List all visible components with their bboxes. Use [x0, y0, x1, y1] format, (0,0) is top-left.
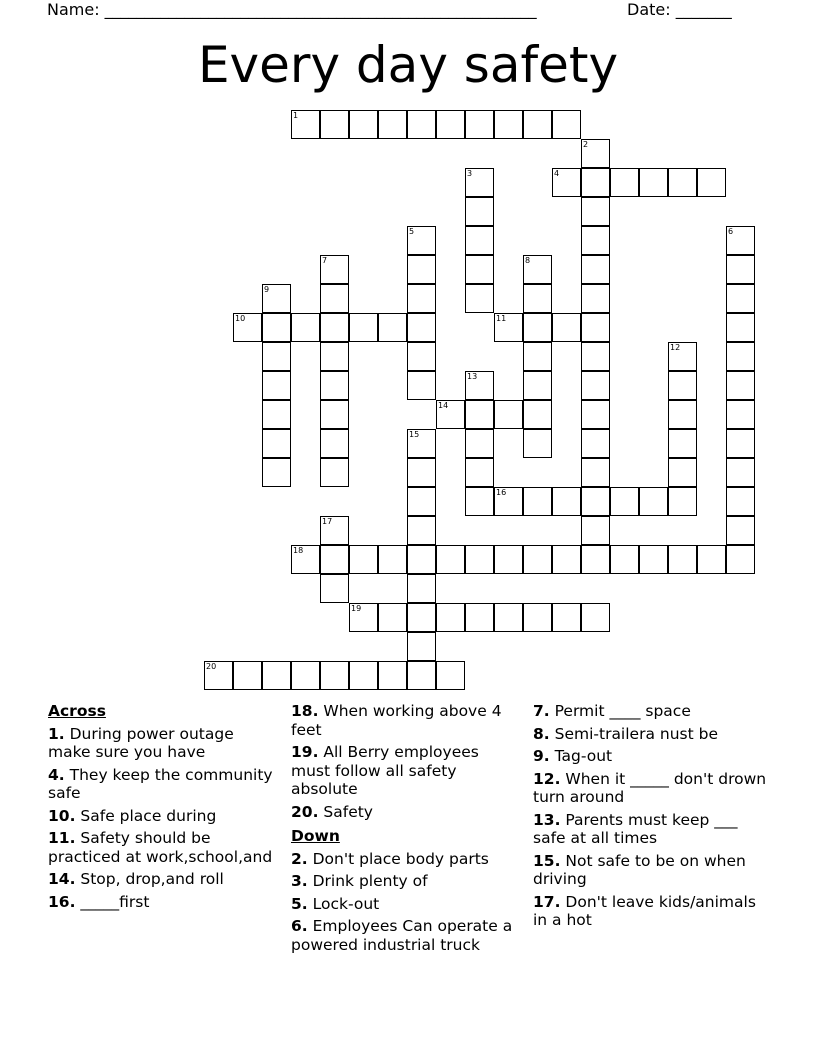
clue-item [291, 803, 521, 822]
clue-number-label: 17. [533, 892, 561, 911]
grid-cell[interactable] [291, 110, 320, 139]
clue-number-label: 2. [291, 849, 308, 868]
grid-cell[interactable] [581, 313, 610, 342]
grid-cell[interactable] [697, 545, 726, 574]
grid-cell[interactable] [465, 226, 494, 255]
clue-item [48, 893, 278, 912]
grid-cell[interactable] [407, 487, 436, 516]
clue-number: 18 [293, 546, 304, 555]
clue-text: Employees Can operate a powered industrial truck [291, 917, 513, 954]
clue-number: 2 [583, 140, 589, 149]
clue-number-label: 10. [48, 806, 76, 825]
clue-item [533, 770, 768, 807]
grid-cell[interactable] [349, 110, 378, 139]
grid-cell[interactable] [523, 487, 552, 516]
grid-cell[interactable] [523, 400, 552, 429]
clue-column-2 [291, 700, 521, 954]
clue-number: 3 [467, 169, 473, 178]
grid-cell[interactable] [233, 313, 262, 342]
grid-cell[interactable] [262, 429, 291, 458]
grid-cell[interactable] [320, 429, 349, 458]
clue-number: 7 [322, 256, 328, 265]
grid-cell[interactable] [291, 313, 320, 342]
grid-cell[interactable] [581, 197, 610, 226]
clue-item [48, 725, 278, 762]
clue-item [48, 870, 278, 889]
grid-cell[interactable] [581, 168, 610, 197]
clue-number: 4 [554, 169, 560, 178]
grid-cell[interactable] [465, 400, 494, 429]
grid-cell[interactable] [465, 371, 494, 400]
grid-cell[interactable] [465, 487, 494, 516]
grid-cell[interactable] [262, 313, 291, 342]
grid-cell[interactable] [465, 458, 494, 487]
grid-cell[interactable] [697, 168, 726, 197]
grid-cell[interactable] [668, 487, 697, 516]
grid-cell[interactable] [581, 255, 610, 284]
grid-cell[interactable] [407, 661, 436, 690]
clue-number-label: 13. [533, 810, 561, 829]
clue-number: 1 [293, 111, 299, 120]
clue-number: 16 [496, 488, 507, 497]
grid-cell[interactable] [581, 226, 610, 255]
clue-number: 15 [409, 430, 420, 439]
grid-cell[interactable] [407, 429, 436, 458]
grid-cell[interactable] [726, 371, 755, 400]
grid-cell[interactable] [465, 110, 494, 139]
grid-cell[interactable] [378, 545, 407, 574]
grid-cell[interactable] [523, 284, 552, 313]
clue-number: 11 [496, 314, 507, 323]
grid-cell[interactable] [407, 110, 436, 139]
clue-number-label: 19. [291, 743, 319, 761]
grid-cell[interactable] [262, 661, 291, 690]
grid-cell[interactable] [552, 603, 581, 632]
grid-cell[interactable] [494, 400, 523, 429]
grid-cell[interactable] [581, 603, 610, 632]
clue-text: Lock-out [307, 894, 380, 913]
grid-cell[interactable] [726, 545, 755, 574]
grid-cell[interactable] [668, 400, 697, 429]
clue-number: 5 [409, 227, 415, 236]
grid-cell[interactable] [465, 429, 494, 458]
grid-cell[interactable] [610, 545, 639, 574]
grid-cell[interactable] [320, 574, 349, 603]
grid-cell[interactable] [262, 371, 291, 400]
grid-cell[interactable] [668, 429, 697, 458]
grid-cell[interactable] [436, 603, 465, 632]
clue-number-label: 5. [291, 894, 308, 913]
page-title: Every day safety [197, 36, 619, 94]
grid-cell[interactable] [349, 313, 378, 342]
clue-text: Semi-trailera nust be [549, 724, 718, 743]
grid-cell[interactable] [668, 458, 697, 487]
grid-cell[interactable] [349, 603, 378, 632]
clue-number: 19 [351, 604, 362, 613]
grid-cell[interactable] [465, 255, 494, 284]
clue-item [291, 743, 521, 799]
grid-cell[interactable] [610, 487, 639, 516]
grid-cell[interactable] [668, 545, 697, 574]
grid-cell[interactable] [465, 168, 494, 197]
grid-cell[interactable] [262, 458, 291, 487]
grid-cell[interactable] [407, 516, 436, 545]
grid-cell[interactable] [262, 284, 291, 313]
grid-cell[interactable] [523, 429, 552, 458]
clue-number: 8 [525, 256, 531, 265]
grid-cell[interactable] [407, 313, 436, 342]
clue-number-label: 12. [533, 769, 561, 788]
clue-text: Parents must keep ___ safe at all times [533, 810, 738, 847]
clue-text: Permit ____ space [549, 702, 691, 720]
across-heading: Across [48, 702, 106, 720]
grid-cell[interactable] [378, 661, 407, 690]
grid-cell[interactable] [465, 197, 494, 226]
grid-cell[interactable] [523, 545, 552, 574]
clue-text: Safe place during [75, 806, 217, 825]
clue-number: 20 [206, 662, 217, 671]
grid-cell[interactable] [320, 342, 349, 371]
grid-cell[interactable] [204, 661, 233, 690]
grid-cell[interactable] [581, 545, 610, 574]
clue-number-label: 16. [48, 892, 76, 911]
clue-number: 17 [322, 517, 333, 526]
grid-cell[interactable] [436, 110, 465, 139]
clue-text: Drink plenty of [307, 872, 428, 890]
grid-cell[interactable] [726, 255, 755, 284]
grid-cell[interactable] [407, 226, 436, 255]
clue-text: Safety should be practiced at work,school,and [48, 829, 273, 866]
clue-number: 10 [235, 314, 246, 323]
grid-cell[interactable] [320, 110, 349, 139]
clue-item [291, 850, 521, 869]
clue-number-label: 3. [291, 872, 308, 890]
clue-number-label: 1. [48, 724, 65, 743]
grid-cell[interactable] [378, 313, 407, 342]
grid-cell[interactable] [639, 545, 668, 574]
clue-item [291, 895, 521, 914]
clue-column-3 [533, 700, 768, 930]
grid-cell[interactable] [378, 110, 407, 139]
grid-cell[interactable] [581, 429, 610, 458]
clue-text: All Berry employees must follow all safety absolute [291, 743, 479, 798]
grid-cell[interactable] [552, 110, 581, 139]
grid-cell[interactable] [581, 139, 610, 168]
grid-cell[interactable] [552, 168, 581, 197]
grid-cell[interactable] [523, 342, 552, 371]
clue-number: 14 [438, 401, 449, 410]
grid-cell[interactable] [726, 487, 755, 516]
clue-number: 12 [670, 343, 681, 352]
grid-cell[interactable] [726, 342, 755, 371]
grid-cell[interactable] [465, 603, 494, 632]
grid-cell[interactable] [552, 313, 581, 342]
clue-number-label: 20. [291, 802, 319, 821]
grid-cell[interactable] [581, 284, 610, 313]
clue-item [291, 872, 521, 891]
grid-cell[interactable] [407, 574, 436, 603]
grid-cell[interactable] [581, 371, 610, 400]
grid-cell[interactable] [523, 110, 552, 139]
clue-number: 9 [264, 285, 270, 294]
clue-number-label: 6. [291, 917, 308, 935]
clue-text: During power outage make sure you have [48, 724, 234, 761]
grid-cell[interactable] [407, 603, 436, 632]
grid-cell[interactable] [320, 400, 349, 429]
clue-number-label: 18. [291, 702, 319, 720]
grid-cell[interactable] [407, 342, 436, 371]
grid-cell[interactable] [581, 400, 610, 429]
grid-cell[interactable] [436, 661, 465, 690]
grid-cell[interactable] [320, 661, 349, 690]
grid-cell[interactable] [494, 603, 523, 632]
grid-cell[interactable] [320, 516, 349, 545]
grid-cell[interactable] [523, 371, 552, 400]
clue-item [533, 747, 768, 766]
clue-text: Not safe to be on when driving [533, 851, 746, 888]
date-field-label: Date: _______ [627, 0, 732, 19]
clue-number-label: 15. [533, 851, 561, 870]
grid-cell[interactable] [407, 371, 436, 400]
clue-item [48, 807, 278, 826]
grid-cell[interactable] [349, 661, 378, 690]
grid-cell[interactable] [726, 400, 755, 429]
grid-cell[interactable] [407, 284, 436, 313]
grid-cell[interactable] [726, 458, 755, 487]
clue-item [533, 893, 768, 930]
grid-cell[interactable] [436, 400, 465, 429]
grid-cell[interactable] [320, 371, 349, 400]
grid-cell[interactable] [320, 458, 349, 487]
grid-cell[interactable] [668, 371, 697, 400]
grid-cell[interactable] [233, 661, 262, 690]
grid-cell[interactable] [349, 545, 378, 574]
grid-cell[interactable] [726, 313, 755, 342]
clue-text: Safety [318, 802, 373, 821]
clue-number-label: 8. [533, 724, 550, 743]
grid-cell[interactable] [407, 545, 436, 574]
clue-number-label: 14. [48, 870, 76, 888]
clue-item [533, 852, 768, 889]
grid-cell[interactable] [494, 110, 523, 139]
grid-cell[interactable] [639, 487, 668, 516]
clue-item [533, 811, 768, 848]
grid-cell[interactable] [726, 516, 755, 545]
clue-text: _____first [75, 892, 150, 911]
clue-item [533, 725, 768, 744]
grid-cell[interactable] [581, 516, 610, 545]
grid-cell[interactable] [407, 255, 436, 284]
clue-item [291, 702, 521, 739]
clue-item [291, 917, 521, 954]
grid-cell[interactable] [407, 632, 436, 661]
grid-cell[interactable] [610, 168, 639, 197]
grid-cell[interactable] [494, 487, 523, 516]
clue-number: 13 [467, 372, 478, 381]
clue-number-label: 11. [48, 829, 76, 847]
grid-cell[interactable] [494, 545, 523, 574]
grid-cell[interactable] [262, 342, 291, 371]
clue-number-label: 7. [533, 702, 550, 720]
grid-cell[interactable] [523, 313, 552, 342]
grid-cell[interactable] [494, 313, 523, 342]
down-heading: Down [291, 827, 340, 845]
grid-cell[interactable] [465, 284, 494, 313]
grid-cell[interactable] [523, 603, 552, 632]
grid-cell[interactable] [668, 342, 697, 371]
name-field-label: Name: ______________________________________________________ [47, 0, 537, 19]
grid-cell[interactable] [320, 545, 349, 574]
grid-cell[interactable] [552, 487, 581, 516]
grid-cell[interactable] [320, 255, 349, 284]
grid-cell[interactable] [291, 545, 320, 574]
grid-cell[interactable] [262, 400, 291, 429]
clue-text: When working above 4 feet [291, 702, 502, 739]
clue-item [48, 829, 278, 866]
clue-text: They keep the community safe [48, 765, 273, 802]
clue-text: Don't leave kids/animals in a hot [533, 892, 756, 929]
grid-cell[interactable] [726, 226, 755, 255]
grid-cell[interactable] [320, 313, 349, 342]
grid-cell[interactable] [378, 603, 407, 632]
grid-cell[interactable] [581, 342, 610, 371]
grid-cell[interactable] [320, 284, 349, 313]
grid-cell[interactable] [291, 661, 320, 690]
clue-text: Tag-out [549, 747, 613, 765]
clue-item [533, 702, 768, 721]
grid-cell[interactable] [552, 545, 581, 574]
clue-column-1 [48, 700, 278, 911]
clue-item [48, 766, 278, 803]
grid-cell[interactable] [726, 284, 755, 313]
clue-text: When it _____ don't drown turn around [533, 769, 767, 806]
clue-text: Stop, drop,and roll [75, 870, 224, 888]
grid-cell[interactable] [668, 168, 697, 197]
grid-cell[interactable] [465, 545, 494, 574]
grid-cell[interactable] [407, 458, 436, 487]
grid-cell[interactable] [523, 255, 552, 284]
clue-number-label: 9. [533, 747, 550, 765]
grid-cell[interactable] [581, 458, 610, 487]
grid-cell[interactable] [726, 429, 755, 458]
clue-number: 6 [728, 227, 734, 236]
grid-cell[interactable] [639, 168, 668, 197]
grid-cell[interactable] [581, 487, 610, 516]
clue-text: Don't place body parts [307, 849, 489, 868]
grid-cell[interactable] [436, 545, 465, 574]
clue-number-label: 4. [48, 765, 65, 784]
